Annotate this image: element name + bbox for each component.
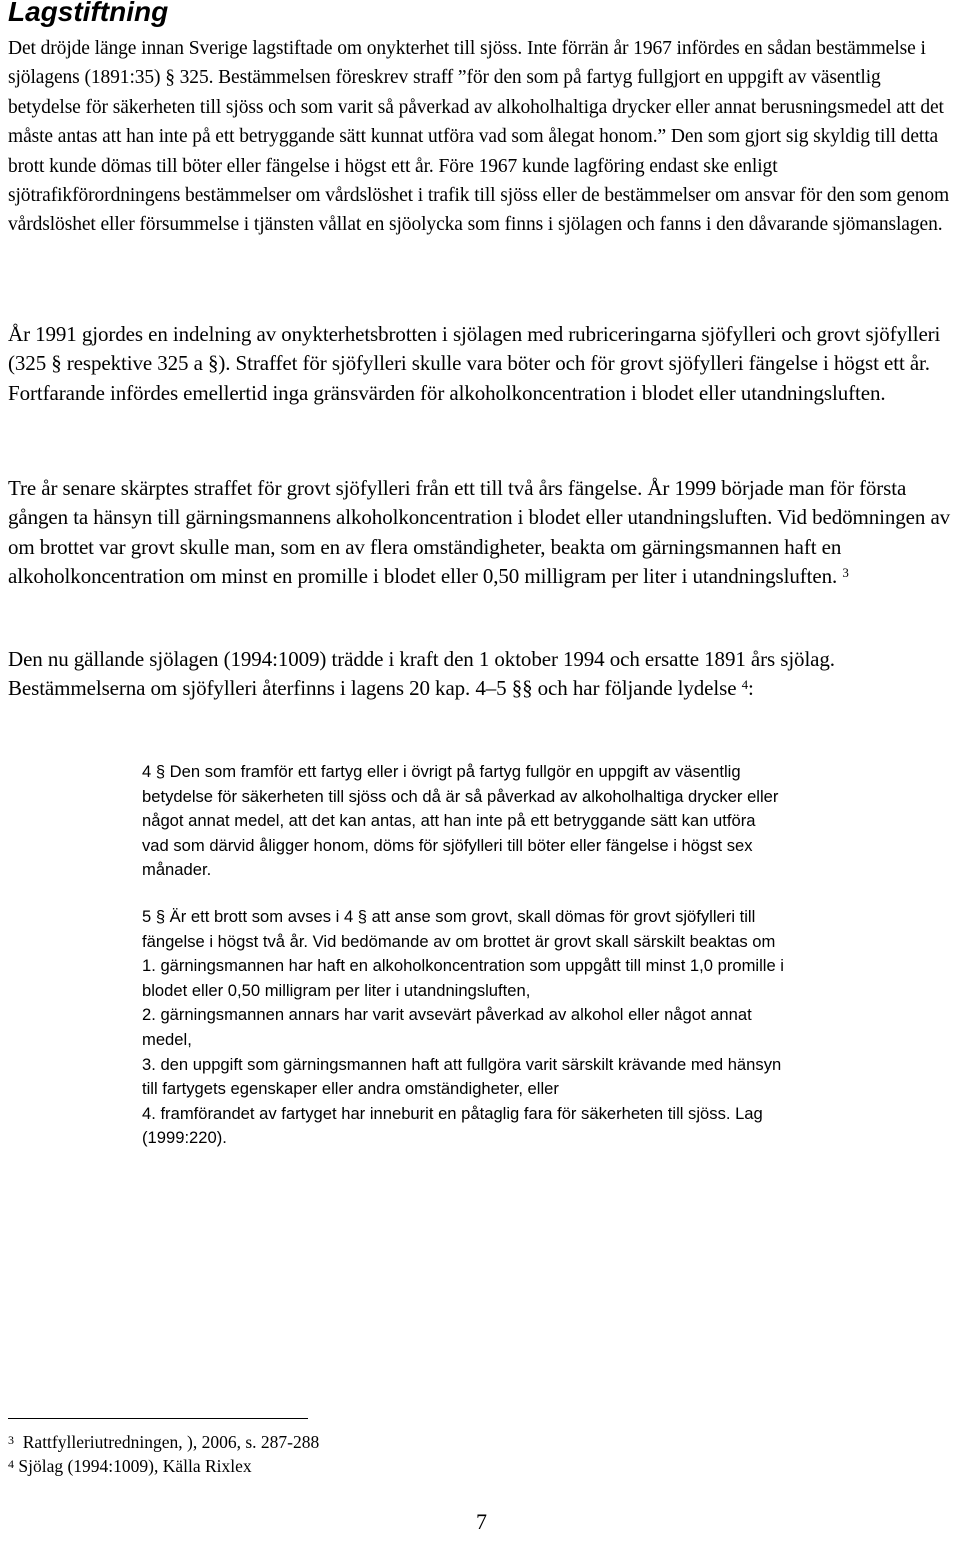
paragraph-text: Den nu gällande sjölagen (1994:1009) trädde i kraft den 1 oktober 1994 och ersatte 1891 års sjölag. Bestämmelserna om sjöfylleri återfinns i lagens 20 kap. 4–5 §§ och har följande lydelse bbox=[8, 647, 835, 701]
paragraph-tail: : bbox=[748, 676, 754, 701]
quote-line: 4. framförandet av fartyget har inneburit en påtaglig fara för säkerheten till sjöss. Lag bbox=[142, 1103, 763, 1123]
quote-line: fängelse i högst två år. Vid bedömande av om brottet är grovt skall särskilt beaktas om bbox=[142, 931, 776, 951]
footnote-4 bbox=[8, 1454, 252, 1478]
paragraph-1991-division: År 1991 gjordes en indelning av onykterhetsbrotten i sjölagen med rubriceringarna sjöfylleri och grovt sjöfylleri (325 § respektive 325 a §). Straffet för sjöfylleri skulle vara böter och för grovt sjöfylleri fängelse i högst ett år. Fortfarande infördes emellertid inga gränsvärden för alkoholkoncentration i blodet eller utandningsluften. bbox=[8, 322, 941, 405]
quote-line: 5 § Är ett brott som avses i 4 § att anse som grovt, skall dömas för grovt sjöfylleri till bbox=[142, 907, 756, 926]
quote-line: 2. gärningsmannen annars har varit avsevärt påverkad av alkohol eller något annat bbox=[142, 1005, 752, 1025]
footnote-text: Rattfylleriutredningen, ), 2006, s. 287-288 bbox=[22, 1432, 320, 1452]
footnote-number: 3 bbox=[8, 1433, 14, 1447]
quote-line: (1999:220). bbox=[142, 1128, 227, 1148]
quote-line: något annat medel, att det kan antas, att han inte på ett betryggande sätt kan utföra bbox=[142, 811, 756, 831]
quote-line: månader. bbox=[142, 860, 212, 880]
quote-line: medel, bbox=[142, 1029, 192, 1049]
footnote-3 bbox=[8, 1430, 319, 1454]
footnote-number: 4 bbox=[8, 1457, 14, 1471]
quote-line: betydelse för säkerheten till sjöss och då är så påverkad av alkoholhaltiga drycker eller bbox=[142, 786, 779, 806]
footnote-reference[interactable]: 4 bbox=[741, 677, 748, 693]
paragraph-text: Tre år senare skärptes straffet för grovt sjöfylleri från ett till två års fängelse. År 1999 började man för första gången ta hänsyn till gärningsmannens alkoholkoncentration i blodet eller utandningsluften. Vid bedömningen av om brottet var grovt skulle man, som en av flera omständigheter, beakta om gärningsmannen haft en alkoholkoncentration om minst en promille i blodet eller 0,50 milligram per liter i utandningsluften. bbox=[8, 476, 951, 589]
quote-line: 3. den uppgift som gärningsmannen haft att fullgöra varit särskilt krävande med hänsyn bbox=[142, 1054, 782, 1074]
quote-line: 4 § Den som framför ett fartyg eller i övrigt på fartyg fullgör en uppgift av väsentlig bbox=[142, 762, 741, 781]
quote-line: 1. gärningsmannen har haft en alkoholkoncentration som uppgått till minst 1,0 promille i bbox=[142, 956, 784, 976]
paragraph-1994-changes bbox=[8, 474, 953, 592]
footnote-text: Sjölag (1994:1009), Källa Rixlex bbox=[18, 1456, 252, 1476]
footnote-reference[interactable]: 3 bbox=[842, 565, 849, 581]
paragraph-current-law bbox=[8, 645, 953, 704]
page-number: 7 bbox=[476, 1509, 487, 1534]
quote-line: vad som därvid åligger honom, döms för sjöfylleri till böter eller fängelse i högst sex bbox=[142, 835, 753, 855]
footnote-divider bbox=[8, 1418, 308, 1419]
law-quote-section-5 bbox=[142, 905, 960, 1151]
paragraph-history: Det dröjde länge innan Sverige lagstiftade om onykterhet till sjöss. Inte förrän år 1967 infördes en sådan bestämmelse i sjölagens (1891:35) § 325. Bestämmelsen föreskrev straff ”för den som på fartyg fullgjort en uppgift av väsentlig betydelse för säkerheten till sjöss och som varit så påverkad av alkoholhaltiga drycker eller annat berusningsmedel att det måste antas att han inte på ett betryggande sätt kunnat utföra vad som ålegat honom.” Den som gjort sig skyldig till detta brott kunde dömas till böter eller fängelse i högst ett år. Före 1967 kunde lagföring endast ske enligt sjötrafikförordningens bestämmelser om vårdslöshet i trafik till sjöss eller de bestämmelser om ansvar för den som genom vårdslöshet eller försummelse i tjänsten vållat en sjöolycka som finns i sjölagen och fanns i den dåvarande sjömanslagen. bbox=[8, 38, 950, 236]
quote-line: blodet eller 0,50 milligram per liter i utandningsluften, bbox=[142, 980, 531, 1000]
quote-line: till fartygets egenskaper eller andra omständigheter, eller bbox=[142, 1079, 559, 1099]
law-quote-section-4 bbox=[142, 760, 960, 883]
section-heading: Lagstiftning bbox=[8, 0, 169, 27]
